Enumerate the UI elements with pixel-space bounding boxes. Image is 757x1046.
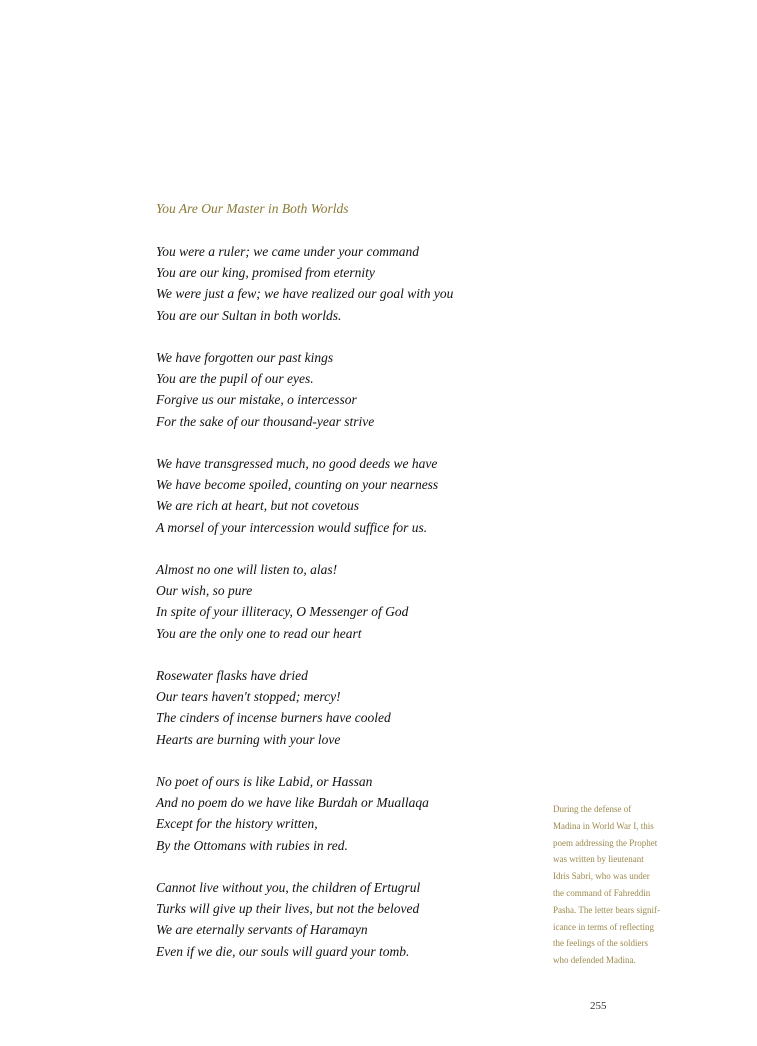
poem-line: Cannot live without you, the children of Ertugrul xyxy=(156,880,421,895)
poem-line: By the Ottomans with rubies in red. xyxy=(156,837,348,853)
poem-line: Our wish, so pure xyxy=(156,583,253,599)
stanza xyxy=(156,559,408,644)
poem-line: And no poem do we have like Burdah or Muallaqa xyxy=(156,795,429,811)
poem-line: You were a ruler; we came under your command xyxy=(156,244,419,259)
side-note-line: who defended Madina. xyxy=(553,955,636,966)
page-number: 255 xyxy=(590,1000,607,1012)
side-note-line: Madina in World War I, this xyxy=(553,820,654,831)
poem-line: You are the pupil of our eyes. xyxy=(156,371,314,387)
side-note-line: was written by lieutenant xyxy=(553,854,644,865)
poem-line: Hearts are burning with your love xyxy=(156,731,341,747)
poem-line: We have forgotten our past kings xyxy=(156,350,334,365)
side-note-line: Idris Sabri, who was under xyxy=(553,871,650,882)
poem-line: Rosewater flasks have dried xyxy=(156,668,308,683)
side-note-line: poem addressing the Prophet xyxy=(553,837,658,848)
poem-line: Turks will give up their lives, but not the beloved xyxy=(156,901,420,917)
side-note-line: icance in terms of reflecting xyxy=(553,921,654,932)
poem-line: No poet of ours is like Labid, or Hassan xyxy=(156,774,373,789)
poem-line: The cinders of incense burners have cooled xyxy=(156,710,391,726)
poem-title: You Are Our Master in Both Worlds xyxy=(156,201,349,216)
poem-line: You are the only one to read our heart xyxy=(156,625,362,641)
stanza xyxy=(156,665,391,750)
stanza xyxy=(156,453,438,538)
poem-line: We are rich at heart, but not covetous xyxy=(156,498,359,514)
poem-line: Even if we die, our souls will guard your tomb. xyxy=(156,943,410,959)
poem-line: You are our king, promised from eternity xyxy=(156,265,375,281)
poem-line: You are our Sultan in both worlds. xyxy=(156,307,342,323)
stanza xyxy=(156,877,420,962)
poem-line: Except for the history written, xyxy=(156,816,318,832)
side-note xyxy=(553,801,683,969)
poem-line: We are eternally servants of Haramayn xyxy=(156,922,368,938)
side-note-line: Pasha. The letter bears signif- xyxy=(553,904,661,915)
poem-line: We have transgressed much, no good deeds we have xyxy=(156,456,438,471)
side-note-line: the command of Fahreddin xyxy=(553,887,651,898)
poem-line: Forgive us our mistake, o intercessor xyxy=(156,392,357,408)
poem-line: Almost no one will listen to, alas! xyxy=(156,562,338,577)
poem-line: A morsel of your intercession would suffice for us. xyxy=(156,519,428,535)
poem-line: In spite of your illiteracy, O Messenger of God xyxy=(156,604,409,620)
poem-line: We have become spoiled, counting on your nearness xyxy=(156,477,439,493)
poem-line: We were just a few; we have realized our goal with you xyxy=(156,286,454,302)
stanza xyxy=(156,771,429,856)
side-note-line: the feelings of the soldiers xyxy=(553,938,648,949)
poem-line: For the sake of our thousand-year strive xyxy=(156,413,375,429)
stanza xyxy=(156,241,453,326)
poem-line: Our tears haven't stopped; mercy! xyxy=(156,689,341,705)
side-note-line: During the defense of xyxy=(553,804,632,814)
stanza xyxy=(156,347,374,432)
